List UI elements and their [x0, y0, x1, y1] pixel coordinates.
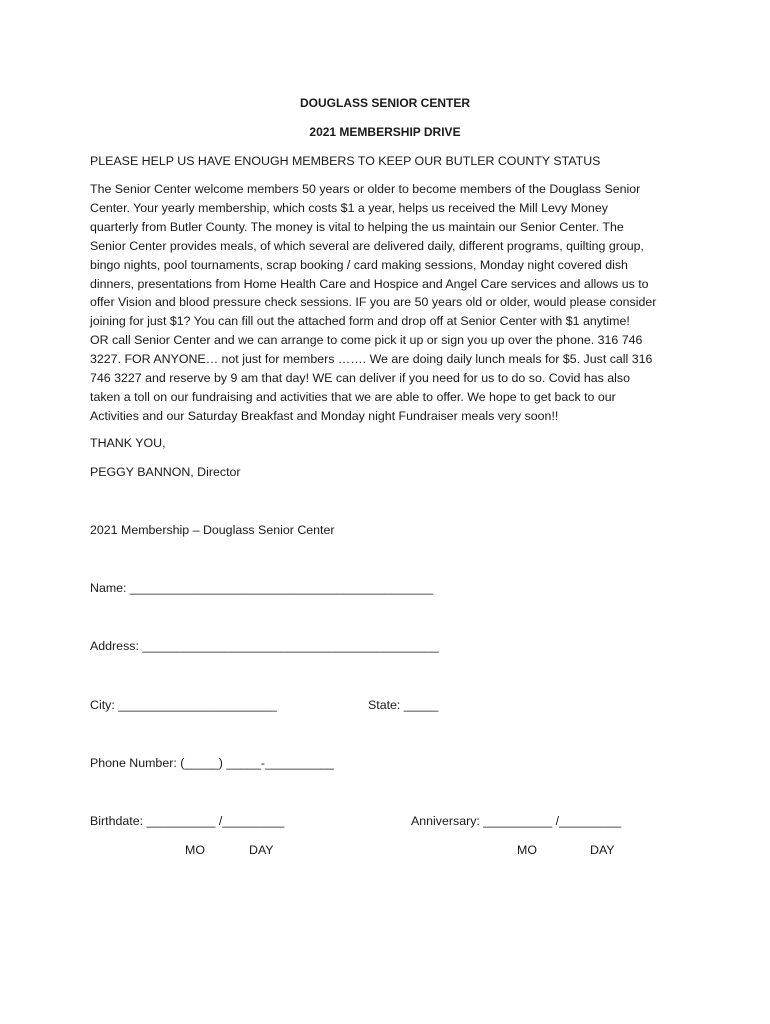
address-field[interactable]: Address: ___________________________________________: [90, 639, 439, 653]
form-title: 2021 Membership – Douglass Senior Center: [90, 523, 335, 537]
letter-line: offer Vision and blood pressure check sessions. IF you are 50 years old or older, would please consider: [90, 295, 657, 310]
letter-body: [90, 180, 685, 426]
name-field[interactable]: Name: ____________________________________________: [90, 581, 434, 595]
letter-line: 746 3227 and reserve by 9 am that day! WE can deliver if you need for us to do so. Covid has also: [90, 371, 630, 386]
letter-line: quarterly from Butler County. The money is vital to helping the us maintain our Senior Center. The: [90, 219, 624, 234]
state-field[interactable]: State: _____: [368, 698, 439, 712]
letter-line: The Senior Center welcome members 50 years or older to become members of the Douglass Senior: [90, 182, 641, 196]
anniversary-field[interactable]: Anniversary: __________ /_________: [411, 814, 622, 828]
letter-line: bingo nights, pool tournaments, scrap booking / card making sessions, Monday night covered dish: [90, 257, 628, 272]
city-field[interactable]: City: _______________________: [90, 698, 277, 712]
letter-line: Center. Your yearly membership, which costs $1 a year, helps us received the Mill Levy Money: [90, 200, 608, 215]
letter-line: Senior Center provides meals, of which several are delivered daily, different programs, quilting group,: [90, 238, 644, 253]
letter-line: Activities and our Saturday Breakfast and Monday night Fundraiser meals very soon!!: [90, 408, 559, 423]
thank-you: THANK YOU,: [90, 436, 166, 450]
birthdate-field[interactable]: Birthdate: __________ /_________: [90, 814, 285, 828]
birthdate-mo-label: MO: [185, 843, 205, 857]
phone-field[interactable]: Phone Number: (_____) _____-__________: [90, 756, 334, 770]
org-heading: DOUGLASS SENIOR CENTER: [299, 96, 470, 110]
letter-line: joining for just $1? You can fill out the attached form and drop off at Senior Center with $1 anytime!: [90, 314, 630, 329]
letter-line: 3227. FOR ANYONE… not just for members ……. We are doing daily lunch meals for $5. Just call 316: [90, 352, 653, 367]
drive-heading: 2021 MEMBERSHIP DRIVE: [309, 125, 461, 139]
anniversary-day-label: DAY: [590, 843, 615, 857]
anniversary-mo-label: MO: [517, 843, 537, 857]
plea-line: PLEASE HELP US HAVE ENOUGH MEMBERS TO KEEP OUR BUTLER COUNTY STATUS: [90, 154, 601, 168]
letter-line: OR call Senior Center and we can arrange to come pick it up or sign you up over the phone. 316 746: [90, 333, 643, 348]
letter-line: dinners, presentations from Home Health Care and Hospice and Angel Care services and allows us to: [90, 276, 649, 291]
birthdate-day-label: DAY: [249, 843, 274, 857]
signature: PEGGY BANNON, Director: [90, 465, 241, 479]
letter-line: taken a toll on our fundraising and activities that we are able to offer. We hope to get back to our: [90, 389, 616, 404]
